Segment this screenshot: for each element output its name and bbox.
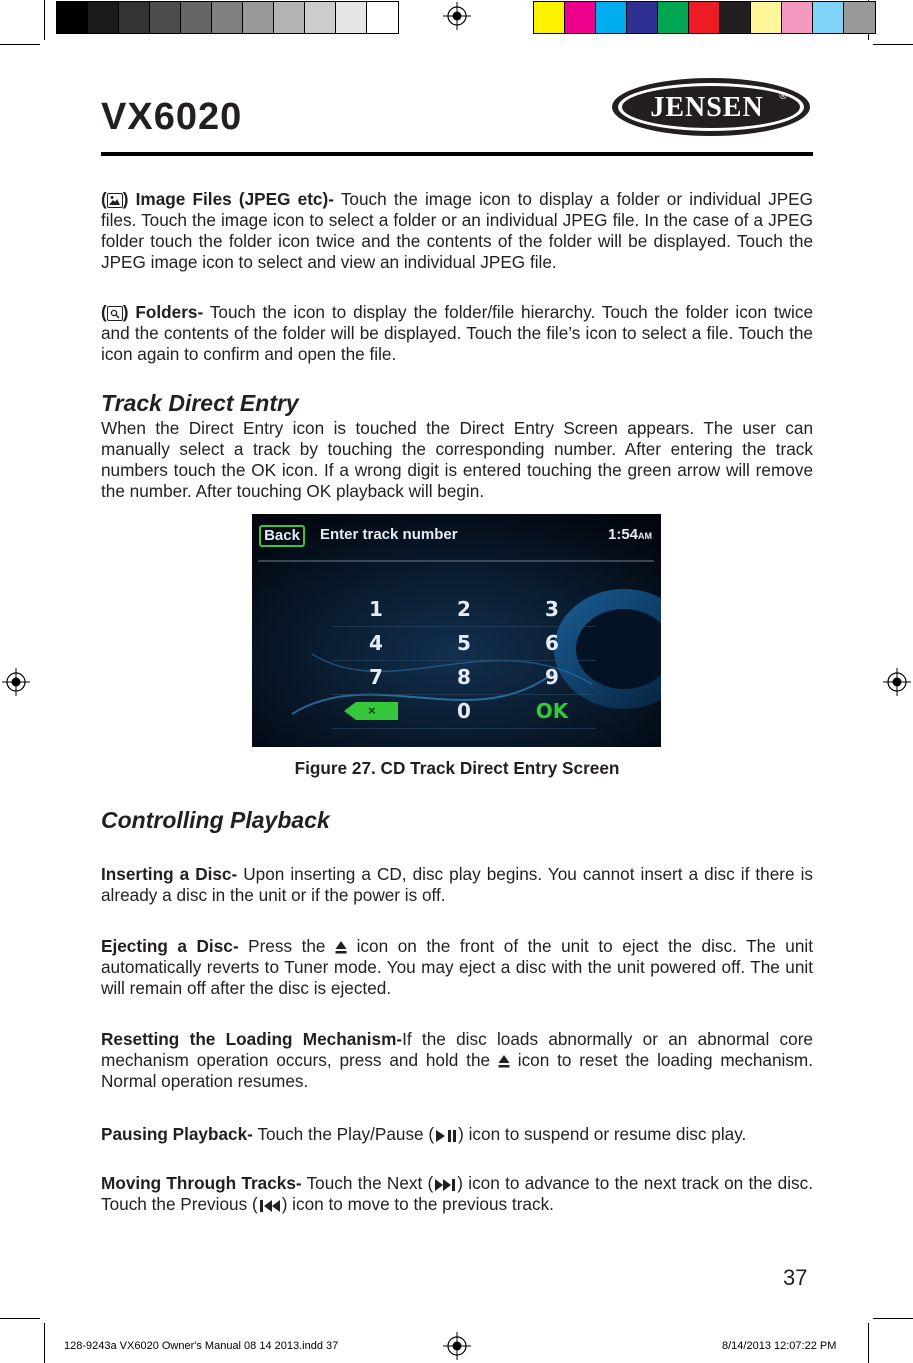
direct-entry-screenshot <box>252 514 661 747</box>
page-number: 37 <box>783 1265 808 1290</box>
track-direct-entry-text: When the Direct Entry icon is touched the Direct Entry Screen appears. The user can manually select a track by touching the corresponding number. After entering the track numbers touch the OK icon. If a wrong digit is entered touching the green arrow will remove the number. After touching OK playback will begin. <box>101 418 813 501</box>
screen-clock <box>608 526 652 543</box>
ejecting-label: Ejecting a Disc- <box>101 936 239 956</box>
keypad <box>332 596 596 732</box>
previous-track-icon <box>258 1199 282 1213</box>
pausing-paragraph <box>101 1124 813 1145</box>
keypad-row-divider <box>332 728 596 729</box>
header-rule <box>101 152 813 156</box>
resetting-label: Resetting the Loading Mechanism- <box>101 1029 403 1049</box>
keypad-key-9[interactable]: 9 <box>545 665 559 689</box>
grayscale-swatches <box>56 1 399 34</box>
keypad-key-5[interactable]: 5 <box>457 631 471 655</box>
next-track-icon <box>433 1178 457 1192</box>
registration-mark-icon <box>883 668 911 696</box>
model-title: VX6020 <box>101 96 243 138</box>
keypad-key-1[interactable]: 1 <box>369 597 383 621</box>
registration-mark-icon <box>443 1332 471 1360</box>
delete-label: × <box>368 703 376 718</box>
image-files-paragraph <box>101 189 813 273</box>
folders-paragraph <box>101 302 813 365</box>
controlling-playback-heading: Controlling Playback <box>101 807 330 833</box>
registration-mark-icon <box>2 668 30 696</box>
inserting-paragraph <box>101 864 813 906</box>
logo-text: JENSEN <box>650 92 764 123</box>
footer-file-info: 128-9243a VX6020 Owner's Manual 08 14 2013.indd 37 <box>64 1340 339 1352</box>
keypad-ok-button[interactable]: OK <box>535 699 569 723</box>
inserting-label: Inserting a Disc- <box>101 864 238 884</box>
eject-icon <box>335 940 347 954</box>
clock-ampm: AM <box>638 531 653 541</box>
keypad-row-divider <box>332 694 596 695</box>
screen-title: Enter track number <box>320 526 458 543</box>
pausing-label: Pausing Playback- <box>101 1124 253 1144</box>
keypad-key-6[interactable]: 6 <box>545 631 559 655</box>
resetting-text-b: icon to reset the loading mechanism. Normal operation resumes. <box>101 1050 814 1091</box>
paren-close: ) <box>122 302 129 322</box>
registration-mark-icon <box>443 2 471 30</box>
paren-open: ( <box>101 302 107 322</box>
keypad-key-7[interactable]: 7 <box>369 665 383 689</box>
keypad-delete-arrow[interactable] <box>344 702 398 720</box>
color-swatches <box>533 1 876 34</box>
back-button[interactable]: Back <box>259 525 305 547</box>
moving-paragraph <box>101 1173 813 1215</box>
keypad-key-0[interactable]: 0 <box>457 699 471 723</box>
keypad-row-divider <box>332 660 596 661</box>
resetting-paragraph <box>101 1029 813 1092</box>
moving-label: Moving Through Tracks- <box>101 1173 302 1193</box>
folder-icon <box>107 306 123 321</box>
image-icon <box>107 193 123 208</box>
inserting-text: Upon inserting a CD, disc play begins. You cannot insert a disc if there is already a disc in the unit or if the power is off. <box>101 864 813 905</box>
eject-icon <box>498 1054 510 1068</box>
figure-caption: Figure 27. CD Track Direct Entry Screen <box>294 758 620 778</box>
moving-text-c: ) icon to move to the previous track. <box>281 1194 554 1214</box>
jensen-logo <box>611 77 811 137</box>
pausing-text-a: Touch the Play/Pause ( <box>252 1124 435 1144</box>
folders-label: Folders- <box>128 302 204 322</box>
paren-open: ( <box>101 189 107 209</box>
keypad-key-4[interactable]: 4 <box>369 631 383 655</box>
ejecting-text-a: Press the <box>238 936 336 956</box>
keypad-key-8[interactable]: 8 <box>457 665 471 689</box>
play-pause-icon <box>434 1129 458 1143</box>
ejecting-text-b: icon on the front of the unit to eject the disc. The unit automatically reverts to Tuner mode. You may eject a disc with the unit powered off. The unit will remain off after the disc is ejected. <box>101 936 814 998</box>
ejecting-paragraph <box>101 936 813 999</box>
moving-text-b: ) icon to advance to the next track on the disc. Touch the Previous ( <box>101 1173 813 1214</box>
clock-time: 1:54 <box>608 526 639 543</box>
pausing-text-b: ) icon to suspend or resume disc play. <box>458 1124 747 1144</box>
logo-registered-mark: ® <box>779 91 787 102</box>
image-files-text: Touch the image icon to display a folder or individual JPEG files. Touch the image icon to select a folder or an individual JPEG file. In the case of a JPEG folder touch the folder icon twice and the contents of the folder will be displayed. Touch the JPEG image icon to select and view an individual JPEG file. <box>101 189 814 272</box>
keypad-key-2[interactable]: 2 <box>457 597 471 621</box>
track-direct-entry-heading: Track Direct Entry <box>101 390 299 416</box>
keypad-key-3[interactable]: 3 <box>545 597 559 621</box>
resetting-text-a: If the disc loads abnormally or an abnormal core mechanism operation occurs, press and hold the <box>101 1029 813 1070</box>
image-files-label: Image Files (JPEG etc)- <box>128 189 334 209</box>
folders-text: Touch the icon to display the folder/file hierarchy. Touch the folder icon twice and the contents of the folder will be displayed. Touch the file’s icon to select a file. Touch the icon again to confirm and open the file. <box>101 302 813 364</box>
paren-close: ) <box>122 189 129 209</box>
moving-text-a: Touch the Next ( <box>301 1173 434 1193</box>
keypad-row-divider <box>332 626 596 627</box>
footer-date: 8/14/2013 12:07:22 PM <box>722 1340 837 1352</box>
